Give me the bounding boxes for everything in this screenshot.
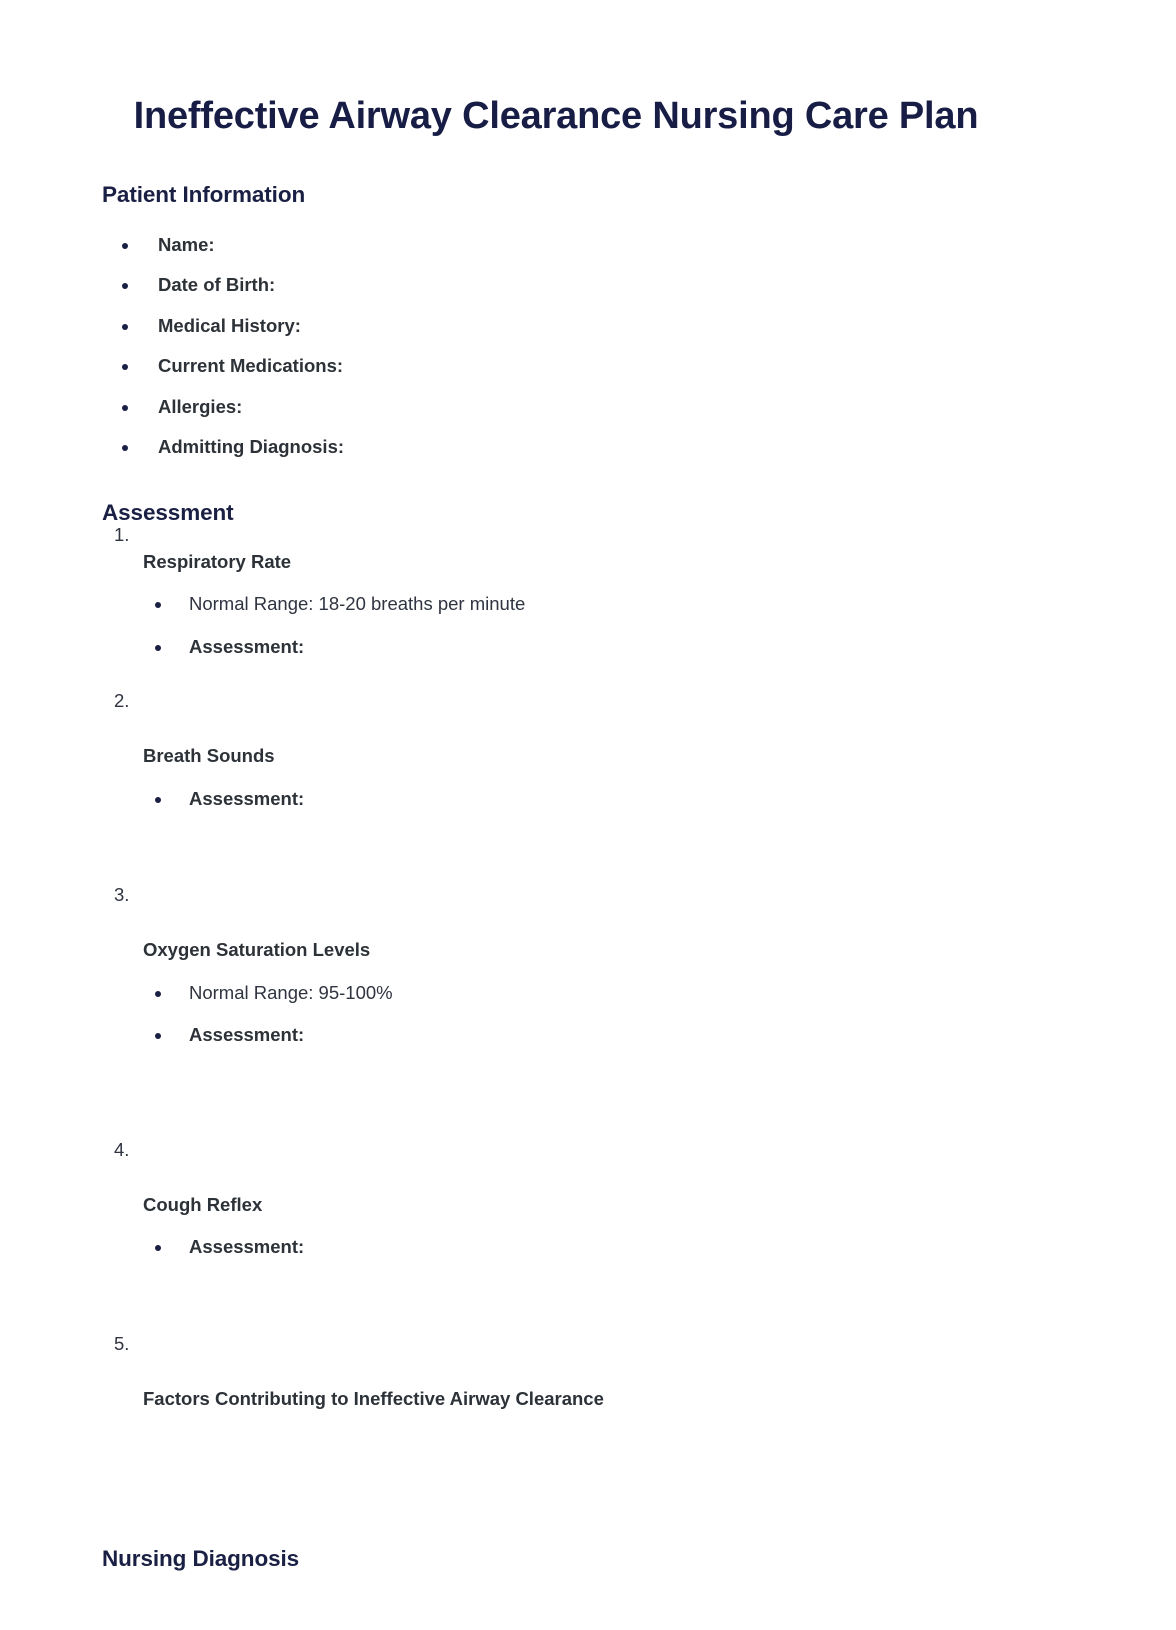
section-heading-nursing-diagnosis: Nursing Diagnosis <box>102 1546 300 1572</box>
assessment-blank-space[interactable] <box>143 1408 1010 1504</box>
list-item-current-medications: Current Medications: <box>102 357 1010 376</box>
assessment-item-cough-reflex <box>102 1141 1010 1335</box>
assessment-blank-space[interactable] <box>143 1257 1010 1335</box>
assessment-item-label: Oxygen Saturation Levels <box>143 939 371 961</box>
assessment-list <box>102 526 1010 1505</box>
list-item-allergies: Allergies: <box>102 398 1010 417</box>
page-title: Ineffective Airway Clearance Nursing Care Plan <box>133 95 979 137</box>
subitem-assessment-field: Assessment: <box>143 638 1010 657</box>
assessment-item-label: Respiratory Rate <box>143 550 292 572</box>
list-item-name: Name: <box>102 236 1010 255</box>
assessment-item-oxygen-saturation <box>102 886 1010 1141</box>
subitem-normal-range: Normal Range: 18-20 breaths per minute <box>143 595 1010 614</box>
assessment-item-respiratory-rate <box>102 526 1010 693</box>
assessment-blank-space[interactable] <box>143 1045 1010 1141</box>
assessment-subitem-list <box>143 1238 1010 1257</box>
assessment-blank-space[interactable] <box>143 656 1010 692</box>
list-item-date-of-birth: Date of Birth: <box>102 276 1010 295</box>
assessment-blank-space[interactable] <box>143 808 1010 886</box>
assessment-item-label: Cough Reflex <box>143 1193 263 1215</box>
subitem-assessment-field: Assessment: <box>143 1026 1010 1045</box>
subitem-assessment-field: Assessment: <box>143 790 1010 809</box>
patient-information-list <box>102 233 1010 458</box>
document-content-column <box>102 0 1010 1572</box>
list-item-admitting-diagnosis: Admitting Diagnosis: <box>102 438 1010 457</box>
assessment-subitem-list <box>143 595 1010 656</box>
assessment-item-label: Breath Sounds <box>143 745 275 767</box>
assessment-subitem-list <box>143 787 1010 809</box>
subitem-normal-range: Normal Range: 95-100% <box>143 984 1010 1003</box>
subitem-assessment-field: Assessment: <box>143 1238 1010 1257</box>
list-item-medical-history: Medical History: <box>102 317 1010 336</box>
assessment-subitem-list <box>143 981 1010 1046</box>
assessment-item-contributing-factors <box>102 1335 1010 1505</box>
section-heading-assessment: Assessment <box>102 499 234 525</box>
assessment-item-label: Factors Contributing to Ineffective Airway Clearance <box>143 1387 604 1409</box>
section-heading-patient-information: Patient Information <box>102 181 306 207</box>
assessment-item-breath-sounds <box>102 692 1010 886</box>
